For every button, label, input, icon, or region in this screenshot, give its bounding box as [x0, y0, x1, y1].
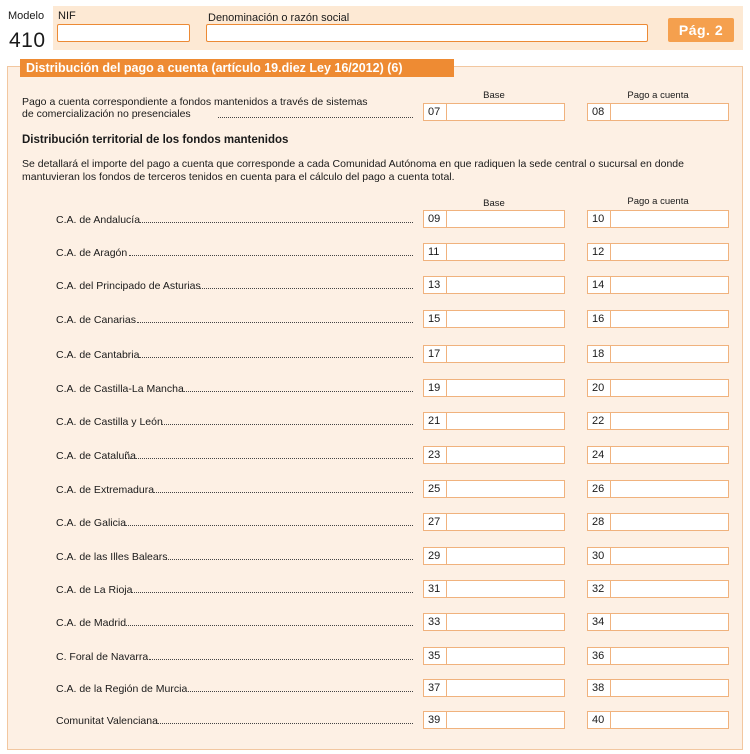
dot-leader	[139, 357, 413, 358]
code-box: 28	[587, 513, 611, 531]
base-input[interactable]	[446, 103, 565, 121]
code-box: 27	[423, 513, 447, 531]
dot-leader	[129, 255, 413, 256]
code-box: 12	[587, 243, 611, 261]
region-label: C.A. de la Región de Murcia	[56, 683, 188, 695]
model-label: Modelo	[8, 10, 45, 22]
code-box: 17	[423, 345, 447, 363]
code-box: 33	[423, 613, 447, 631]
region-label: C.A. de Cantabria	[56, 349, 140, 361]
region-label: C.A. del Principado de Asturias	[56, 280, 201, 292]
payment-input[interactable]	[610, 379, 729, 397]
code-box: 31	[423, 580, 447, 598]
name-label: Denominación o razón social	[208, 12, 350, 24]
dot-leader	[166, 559, 413, 560]
table-row	[0, 479, 750, 501]
dot-leader	[162, 424, 413, 425]
model-block	[4, 6, 52, 52]
code-box: 20	[587, 379, 611, 397]
nif-field[interactable]	[57, 24, 190, 42]
base-input[interactable]	[446, 379, 565, 397]
code-box: 25	[423, 480, 447, 498]
code-box: 35	[423, 647, 447, 665]
region-label: C.A. de Andalucía	[56, 214, 141, 226]
name-field[interactable]	[206, 24, 648, 42]
table-row	[0, 411, 750, 433]
code-box: 15	[423, 310, 447, 328]
dot-leader	[132, 592, 413, 593]
payment-input[interactable]	[610, 711, 729, 729]
code-box: 32	[587, 580, 611, 598]
payment-input[interactable]	[610, 412, 729, 430]
dot-leader	[218, 117, 413, 118]
payment-header: Pago a cuenta	[627, 196, 689, 207]
code-box: 40	[587, 711, 611, 729]
code-box: 24	[587, 446, 611, 464]
code-box: 13	[423, 276, 447, 294]
base-input[interactable]	[446, 711, 565, 729]
dot-leader	[149, 659, 413, 660]
page-badge: Pág. 2	[668, 18, 734, 42]
base-input[interactable]	[446, 613, 565, 631]
table-row	[0, 710, 750, 732]
table-row	[0, 275, 750, 297]
table-row	[0, 612, 750, 634]
region-label: C.A. de las Illes Balears	[56, 551, 168, 563]
code-box: 09	[423, 210, 447, 228]
region-label: C.A. de Castilla-La Mancha	[56, 383, 184, 395]
dot-leader	[126, 625, 413, 626]
territorial-paragraph: Se detallará el importe del pago a cuenta que corresponde a cada Comunidad Autónoma en que radiquen la sede central o sucursal en donde mantuvieran los fondos de terceros tenidos en cuenta para el cálculo del pago a cuenta total.	[22, 158, 684, 183]
payment-input[interactable]	[610, 547, 729, 565]
base-header: Base	[483, 198, 505, 209]
code-box: 11	[423, 243, 447, 261]
table-row	[0, 344, 750, 366]
payment-input[interactable]	[610, 446, 729, 464]
code-box: 26	[587, 480, 611, 498]
table-row	[0, 678, 750, 700]
region-label: C.A. de Galicia	[56, 517, 127, 529]
region-label: C.A. de La Rioja	[56, 584, 133, 596]
code-box: 07	[423, 103, 447, 121]
dot-leader	[186, 691, 413, 692]
code-box: 36	[587, 647, 611, 665]
code-box: 08	[587, 103, 611, 121]
base-header: Base	[483, 90, 505, 101]
code-box: 39	[423, 711, 447, 729]
dot-leader	[156, 723, 413, 724]
payment-input[interactable]	[610, 513, 729, 531]
base-input[interactable]	[446, 276, 565, 294]
table-row	[0, 445, 750, 467]
code-box: 19	[423, 379, 447, 397]
intro-label-line2: de comercialización no presenciales	[22, 108, 191, 120]
base-input[interactable]	[446, 446, 565, 464]
section-title: Distribución del pago a cuenta (artículo 19.diez Ley 16/2012) (6)	[20, 59, 454, 77]
table-row	[0, 378, 750, 400]
intro-label-line1: Pago a cuenta correspondiente a fondos mantenidos a través de sistemas	[22, 96, 368, 108]
header-panel	[53, 6, 743, 50]
payment-input[interactable]	[610, 276, 729, 294]
code-box: 23	[423, 446, 447, 464]
dot-leader	[126, 458, 413, 459]
payment-input[interactable]	[610, 580, 729, 598]
table-row	[0, 242, 750, 264]
dot-leader	[154, 492, 413, 493]
region-label: C.A. de Madrid	[56, 617, 127, 629]
dot-leader	[180, 391, 413, 392]
table-row	[0, 646, 750, 668]
base-input[interactable]	[446, 480, 565, 498]
code-box: 30	[587, 547, 611, 565]
region-label: C.A. de Aragón	[56, 247, 128, 259]
base-input[interactable]	[446, 210, 565, 228]
nif-label: NIF	[58, 10, 76, 22]
region-label: C. Foral de Navarra	[56, 651, 149, 663]
region-label: C.A. de Extremadura	[56, 484, 155, 496]
base-input[interactable]	[446, 310, 565, 328]
base-input[interactable]	[446, 647, 565, 665]
dot-leader	[139, 222, 413, 223]
payment-input[interactable]	[610, 679, 729, 697]
table-row	[0, 546, 750, 568]
code-box: 21	[423, 412, 447, 430]
code-box: 22	[587, 412, 611, 430]
table-row	[0, 209, 750, 231]
payment-input[interactable]	[610, 103, 729, 121]
region-label: C.A. de Cataluña	[56, 450, 136, 462]
dot-leader	[124, 525, 413, 526]
payment-input[interactable]	[610, 310, 729, 328]
base-input[interactable]	[446, 679, 565, 697]
code-box: 29	[423, 547, 447, 565]
code-box: 10	[587, 210, 611, 228]
payment-input[interactable]	[610, 210, 729, 228]
code-box: 34	[587, 613, 611, 631]
region-label: C.A. de Castilla y León	[56, 416, 163, 428]
base-input[interactable]	[446, 345, 565, 363]
payment-input[interactable]	[610, 480, 729, 498]
table-row	[0, 512, 750, 534]
region-label: Comunitat Valenciana	[56, 715, 158, 727]
code-box: 18	[587, 345, 611, 363]
code-box: 38	[587, 679, 611, 697]
base-input[interactable]	[446, 547, 565, 565]
base-input[interactable]	[446, 580, 565, 598]
model-number: 410	[9, 29, 46, 52]
dot-leader	[200, 288, 413, 289]
payment-input[interactable]	[610, 613, 729, 631]
payment-input[interactable]	[610, 243, 729, 261]
base-input[interactable]	[446, 513, 565, 531]
payment-header: Pago a cuenta	[627, 90, 689, 101]
code-box: 16	[587, 310, 611, 328]
payment-input[interactable]	[610, 345, 729, 363]
table-row	[0, 579, 750, 601]
code-box: 14	[587, 276, 611, 294]
code-box: 37	[423, 679, 447, 697]
base-input[interactable]	[446, 412, 565, 430]
territorial-heading: Distribución territorial de los fondos mantenidos	[22, 134, 289, 146]
base-input[interactable]	[446, 243, 565, 261]
region-label: C.A. de Canarias	[56, 314, 136, 326]
table-row	[0, 309, 750, 331]
dot-leader	[137, 322, 413, 323]
payment-input[interactable]	[610, 647, 729, 665]
